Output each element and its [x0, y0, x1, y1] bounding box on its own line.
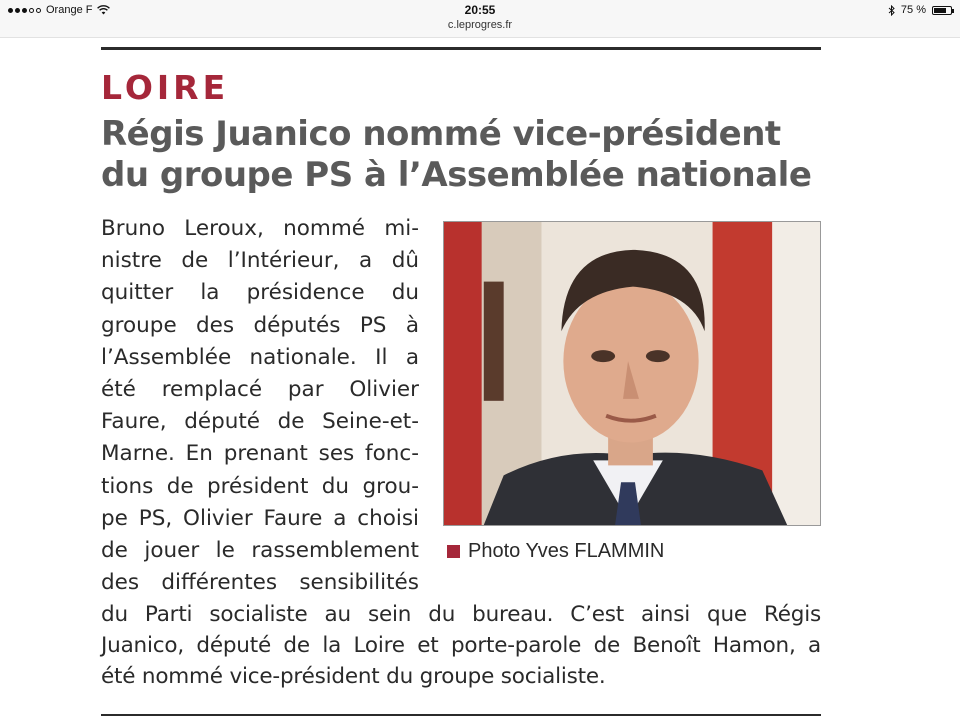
battery-level	[934, 8, 946, 13]
body-line: pe PS, Olivier Faure a choisi	[101, 505, 419, 531]
headline-line-2: du groupe PS à l’Assemblée nationale	[101, 155, 812, 195]
body-line: groupe des députés PS à	[101, 312, 419, 338]
status-right	[888, 4, 952, 16]
photo-caption	[447, 540, 664, 563]
body-line: du Parti socialiste au sein du bureau. C’est ainsi que Régis	[101, 602, 821, 627]
body-line: l’Assemblée nationale. Il a	[101, 344, 419, 370]
address-bar-url[interactable]: c.leprogres.fr	[447, 19, 513, 31]
portrait-illustration	[444, 222, 820, 525]
body-line: tions de président du grou-	[101, 473, 419, 499]
body-line: Marne. En prenant ses fonc-	[101, 441, 419, 467]
article-body-column	[101, 213, 419, 599]
top-rule	[101, 47, 821, 50]
status-bar	[0, 0, 960, 38]
headline-line-1: Régis Juanico nommé vice-président	[101, 114, 781, 154]
body-line: nistre de l’Intérieur, a dû	[101, 248, 419, 274]
body-line: Faure, député de Seine-et-	[101, 409, 419, 435]
article-photo	[443, 221, 821, 526]
body-line: de jouer le rassemblement	[101, 538, 419, 564]
body-line: quitter la présidence du	[101, 280, 419, 306]
section-label: LOIRE	[101, 68, 230, 107]
battery-percent: 75 %	[900, 4, 926, 16]
battery-icon	[932, 6, 952, 15]
body-line: des différentes sensibilités	[101, 570, 419, 596]
carrier-name: Orange F	[46, 4, 93, 16]
bottom-rule	[101, 714, 821, 716]
headline	[101, 114, 821, 196]
clock-time: 20:55	[464, 3, 496, 17]
body-line: Juanico, député de la Loire et porte-parole de Benoît Hamon, a	[101, 633, 821, 658]
caption-square-icon	[447, 545, 460, 558]
body-line: Bruno Leroux, nommé mi-	[101, 216, 419, 241]
body-line: été nommé vice-président du groupe socialiste.	[101, 664, 606, 689]
body-line: été remplacé par Olivier	[101, 377, 419, 403]
article-body-wide	[101, 599, 821, 692]
bluetooth-icon	[888, 5, 895, 16]
caption-text: Photo Yves FLAMMIN	[468, 540, 665, 562]
